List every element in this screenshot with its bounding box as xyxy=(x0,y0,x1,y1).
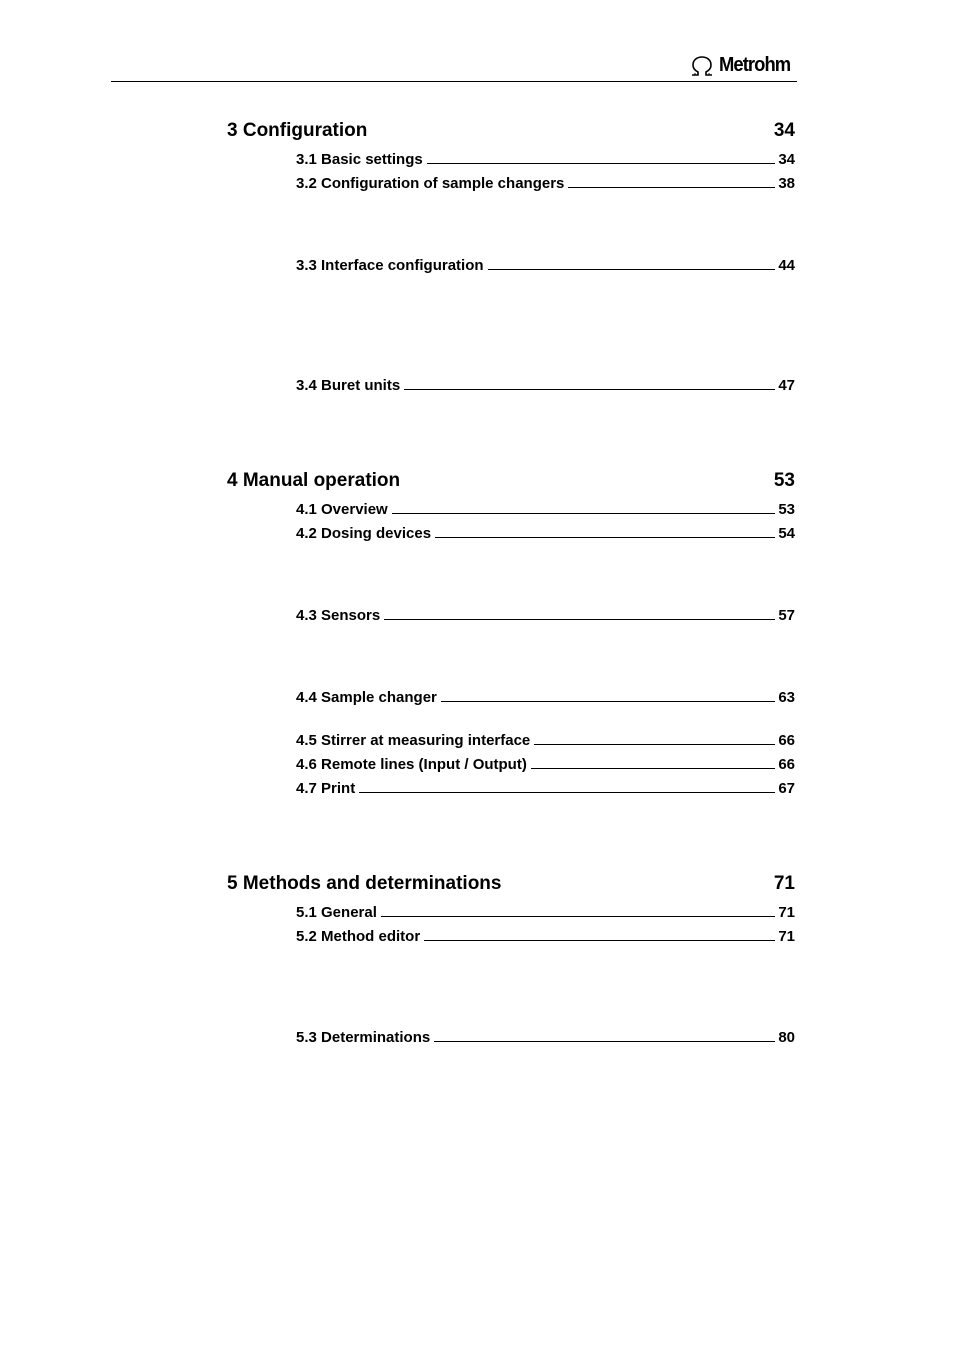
dot-leader xyxy=(404,389,775,390)
dot-leader xyxy=(424,940,775,941)
toc-entry-3-3[interactable] xyxy=(296,254,795,274)
dot-leader xyxy=(427,163,776,164)
toc-entry-3-1[interactable] xyxy=(296,148,795,168)
entry-page: 57 xyxy=(778,607,795,624)
entry-title: 4.6 Remote lines (Input / Output) xyxy=(296,756,527,773)
entry-page: 44 xyxy=(778,257,795,274)
entry-page: 66 xyxy=(778,756,795,773)
entry-page: 53 xyxy=(778,501,795,518)
dot-leader xyxy=(359,792,775,793)
entry-title: 5.2 Method editor xyxy=(296,928,421,945)
chapter-page: 53 xyxy=(773,470,795,491)
toc-entry-3-2[interactable] xyxy=(296,172,795,192)
entry-page: 54 xyxy=(778,525,795,542)
omega-icon xyxy=(689,55,715,77)
entry-title: 4.4 Sample changer xyxy=(296,689,437,706)
entry-page: 47 xyxy=(778,377,795,394)
chapter-title: 4 Manual operation xyxy=(227,470,401,491)
entry-title: 5.1 General xyxy=(296,904,377,921)
toc-entry-5-2[interactable] xyxy=(296,925,795,945)
toc-chapter-4[interactable] xyxy=(227,470,795,494)
toc-entry-4-2[interactable] xyxy=(296,522,795,542)
entry-page: 71 xyxy=(778,904,795,921)
entry-title: 4.7 Print xyxy=(296,780,356,797)
dot-leader xyxy=(441,701,775,702)
toc-chapter-5[interactable] xyxy=(227,873,795,897)
entry-title: 4.2 Dosing devices xyxy=(296,525,432,542)
chapter-page: 34 xyxy=(773,120,795,141)
entry-page: 67 xyxy=(778,780,795,797)
entry-title: 4.5 Stirrer at measuring interface xyxy=(296,732,531,749)
entry-title: 5.3 Determinations xyxy=(296,1029,431,1046)
chapter-title: 3 Configuration xyxy=(227,120,368,141)
entry-title: 3.1 Basic settings xyxy=(296,151,423,168)
dot-leader xyxy=(392,513,776,514)
logo-text: Metrohm xyxy=(718,54,790,76)
toc-entry-4-5[interactable] xyxy=(296,729,795,749)
toc-entry-5-3[interactable] xyxy=(296,1026,795,1046)
toc-entry-5-1[interactable] xyxy=(296,901,795,921)
chapter-page: 71 xyxy=(773,873,795,894)
dot-leader xyxy=(488,269,776,270)
chapter-title: 5 Methods and determinations xyxy=(227,873,502,894)
entry-page: 66 xyxy=(778,732,795,749)
metrohm-logo xyxy=(689,54,796,77)
dot-leader xyxy=(434,1041,775,1042)
entry-title: 3.4 Buret units xyxy=(296,377,401,394)
dot-leader xyxy=(531,768,775,769)
dot-leader xyxy=(435,537,775,538)
toc-entry-4-7[interactable] xyxy=(296,777,795,797)
entry-title: 3.3 Interface configuration xyxy=(296,257,484,274)
entry-page: 38 xyxy=(778,175,795,192)
toc-entry-4-3[interactable] xyxy=(296,604,795,624)
header-rule xyxy=(111,81,797,82)
entry-page: 63 xyxy=(778,689,795,706)
dot-leader xyxy=(534,744,775,745)
toc-entry-4-4[interactable] xyxy=(296,686,795,706)
entry-title: 3.2 Configuration of sample changers xyxy=(296,175,565,192)
dot-leader xyxy=(568,187,775,188)
toc-entry-3-4[interactable] xyxy=(296,374,795,394)
toc-entry-4-1[interactable] xyxy=(296,498,795,518)
dot-leader xyxy=(384,619,775,620)
entry-page: 34 xyxy=(778,151,795,168)
toc-chapter-3[interactable] xyxy=(227,120,795,144)
entry-title: 4.3 Sensors xyxy=(296,607,381,624)
toc-entry-4-6[interactable] xyxy=(296,753,795,773)
dot-leader xyxy=(381,916,775,917)
entry-page: 80 xyxy=(778,1029,795,1046)
entry-page: 71 xyxy=(778,928,795,945)
entry-title: 4.1 Overview xyxy=(296,501,388,518)
